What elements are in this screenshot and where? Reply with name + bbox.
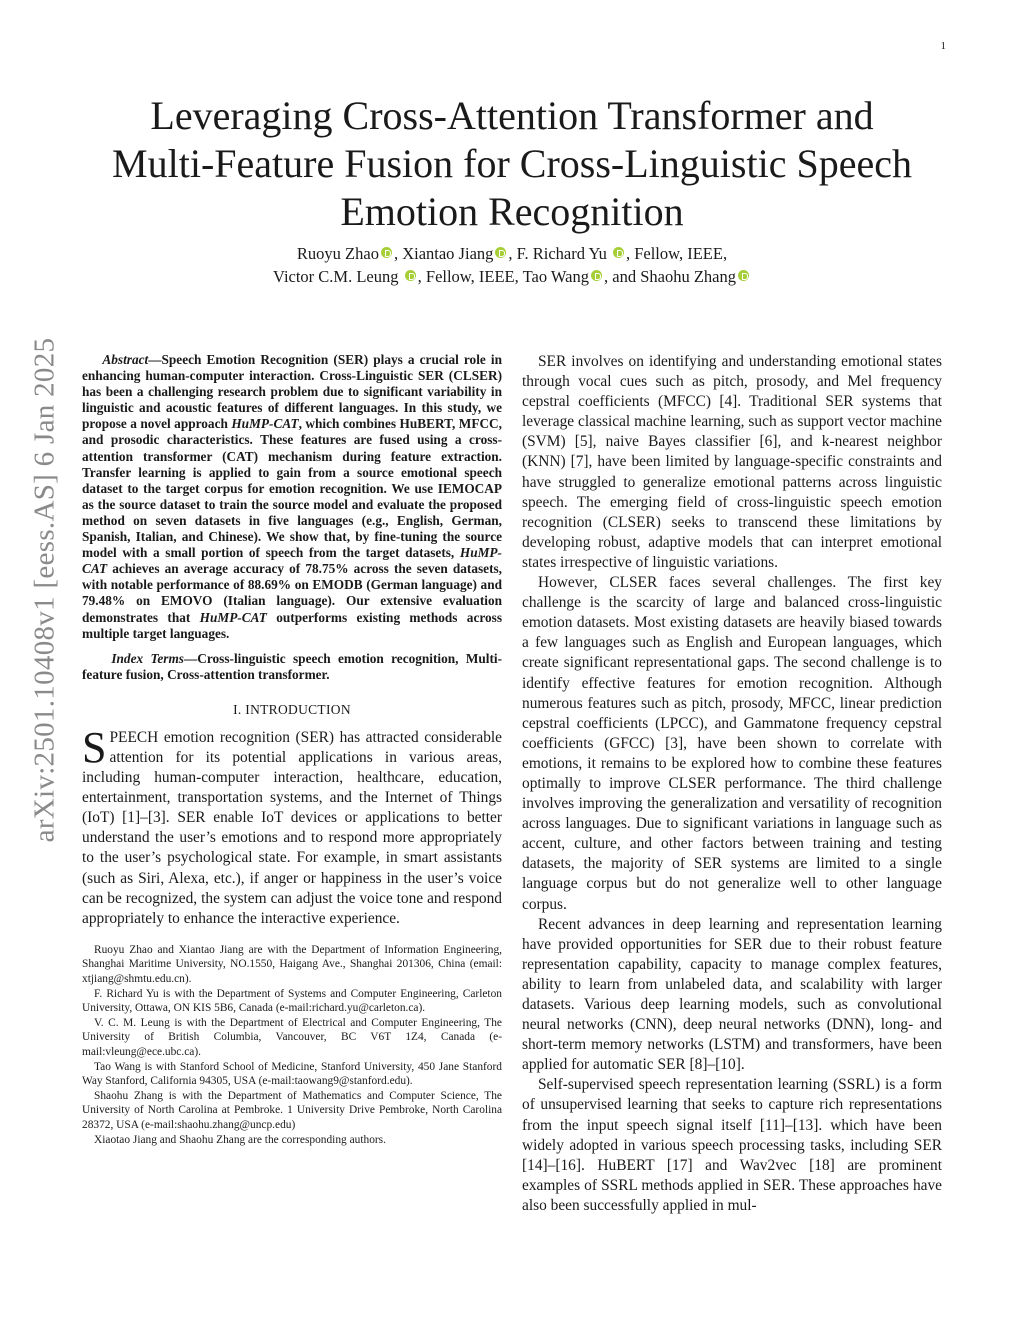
section-heading-introduction: I. INTRODUCTION	[233, 701, 351, 717]
drop-cap: S	[82, 722, 107, 772]
author-list	[80, 242, 944, 288]
footnote: Ruoyu Zhao and Xiantao Jiang are with the Department of Information Engineering, Shanghai Maritime University, NO.1550, Haigang Ave., Shanghai 201306, China (email: xtjiang@shmtu.edu.cn).	[82, 943, 502, 985]
abstract-lead: Abstract	[102, 352, 149, 367]
author-name: Victor C.M. Leung	[273, 267, 399, 286]
index-terms-lead: Index Terms	[111, 650, 184, 666]
title-line-2: Multi-Feature Fusion for Cross-Linguistic Speech	[112, 141, 912, 186]
arxiv-stamp-text: arXiv:2501.10408v1 [eess.AS] 6 Jan 2025	[28, 337, 61, 843]
orcid-icon[interactable]	[738, 270, 749, 281]
author-line-1	[80, 242, 944, 265]
footnote: Tao Wang is with Stanford School of Medicine, Stanford University, 450 Jane Stanford Way Stanford, California 94305, USA (e-mail:taowang9@stanford.edu).	[82, 1060, 502, 1088]
author-name: , and Shaohu Zhang	[604, 267, 736, 286]
orcid-icon[interactable]	[495, 247, 506, 258]
body-paragraph: Recent advances in deep learning and representation learning have provided opportunities for SER due to their robust feature representation capability, capacity to manage complex features, ability to learn from unlabeled data, and scalability with larger datasets. Various deep learning models, such as convolutional neural networks (CNN), deep neural networks (DNN), long- and short-term memory networks (LSTM) and transformers, have been applied for automatic SER [8]–[10].	[522, 915, 942, 1074]
abstract: Abstract—Speech Emotion Recognition (SER) plays a crucial role in enhancing human-computer interaction. Cross-Linguistic SER (CLSER) has been a challenging research problem due to significant variability in linguistic and acoustic features of different languages. In this study, we propose a novel approach HuMP-CAT, which combines HuBERT, MFCC, and prosodic characteristics. These features are fused using a cross-attention transformer (CAT) mechanism during feature extraction. Transfer learning is applied to gain from a source emotional speech dataset to the target corpus for emotion recognition. We use IEMOCAP as the source dataset to train the source model and evaluate the proposed method on seven datasets in five languages (e.g., English, German, Spanish, Italian, and Chinese). We show that, by fine-tuning the source model with a small portion of speech from the target datasets, HuMP-CAT achieves an average accuracy of 78.75% across the seven datasets, with notable performance of 88.69% on EMODB (German language) and 79.48% on EMOVO (Italian language). Our extensive evaluation demonstrates that HuMP-CAT outperforms existing methods across multiple target languages.	[82, 352, 503, 641]
author-affil: , Fellow, IEEE,	[625, 244, 728, 263]
footnotes	[82, 943, 502, 1147]
method-name: HuMP-CAT	[199, 609, 267, 625]
left-column	[82, 352, 502, 1147]
paper-title	[80, 92, 944, 236]
author-name: Ruoyu Zhao	[296, 244, 379, 263]
page-number: 1	[940, 40, 946, 52]
footnote: V. C. M. Leung is with the Department of Electrical and Computer Engineering, The University of British Columbia, Vancouver, BC V6T 1Z4, Canada (e-mail:vleung@ece.ubc.ca).	[82, 1016, 502, 1058]
footnote: F. Richard Yu is with the Department of Systems and Computer Engineering, Carleton University, Ottawa, ON KIS 5B6, Canada (e-mail:richard.yu@carleton.ca).	[82, 987, 502, 1015]
title-line-1: Leveraging Cross-Attention Transformer and	[150, 93, 874, 138]
footnote: Xiaotao Jiang and Shaohu Zhang are the corresponding authors.	[94, 1133, 386, 1146]
author-name: , F. Richard Yu	[508, 244, 607, 263]
right-column	[522, 352, 942, 1216]
orcid-icon[interactable]	[591, 270, 602, 281]
body-paragraph: Self-supervised speech representation learning (SSRL) is a form of unsupervised learning that seeks to capture rich representations from the input speech signal itself [11]–[13]. which have been widely adopted in various speech processing tasks, including SER [14]–[16]. HuBERT [17] and Wav2vec [18] are prominent examples of SSRL methods applied in SER. These approaches have also been successfully applied in mul-	[522, 1076, 942, 1214]
index-terms: Index Terms—Cross-linguistic speech emotion recognition, Multi-feature fusion, Cross-attention transformer.	[82, 650, 503, 682]
method-name: HuMP-CAT	[231, 416, 299, 432]
orcid-icon[interactable]	[405, 270, 416, 281]
author-name: , Xiantao Jiang	[393, 244, 494, 263]
orcid-icon[interactable]	[381, 247, 392, 258]
body-paragraph: SER involves on identifying and understanding emotional states through vocal cues such as pitch, prosody, and Mel frequency cepstral coefficients (MFCC) [4]. Traditional SER systems that leverage classical machine learning, such as support vector machine (SVM) [5], naive Bayes classifier [6], and k-nearest neighbor (KNN) [7], have been limited by language-specific constraints and have struggled to generalize emotional patterns across linguistic speech. The emerging field of cross-linguistic speech emotion recognition (CLSER) seeks to transcend these limitations by developing robust, adaptive models that can interpret emotional states irrespective of linguistic variations.	[522, 353, 942, 571]
title-line-3: Emotion Recognition	[340, 189, 684, 234]
method-name: HuMP-CAT	[82, 545, 502, 577]
author-line-2	[80, 265, 944, 288]
intro-paragraph: SPEECH emotion recognition (SER) has attracted considerable attention for its potential applications in various areas, including human-computer interaction, healthcare, education, entertainment, transportation systems, and the Internet of Things (IoT) [1]–[3]. SER enable IoT devices or applications to better understand the user’s emotions and to respond more appropriately to the user’s psychological state. For example, in smart assistants (such as Siri, Alexa, etc.), if anger or happiness in the user’s voice can be recognized, the system can adjust the voice tone and respond appropriately to enhance the interactive experience.	[82, 722, 502, 927]
orcid-icon[interactable]	[613, 247, 624, 258]
footnote: Shaohu Zhang is with the Department of Mathematics and Computer Science, The University of North Carolina at Pembroke. 1 University Drive Pembroke, North Carolina 28372, USA (e-mail:shaohu.zhang@uncp.edu)	[82, 1089, 502, 1131]
body-paragraph: However, CLSER faces several challenges. The first key challenge is the scarcity of large and balanced cross-linguistic emotion datasets. Most existing datasets are heavily biased towards a few languages such as English and European languages, which create significant representational gaps. The second challenge is to identify effective features for emotion recognition. Although numerous features such as pitch, prosody, MFCC, linear prediction cepstral coefficients (LPCC), and Gammatone frequency cepstral coefficients (GFCC) [3], have been shown to correlate with emotions, it remains to be explored how to combine these features optimally to improve CLSER performance. The third challenge involves improving the generalization and versatility of recognition across languages. Due to significant variations in language such as accent, culture, and other factors between training and testing datasets, the majority of SER systems are limited to a single language corpus but do not generalize well to other language corpus.	[522, 574, 942, 913]
author-name: , Fellow, IEEE, Tao Wang	[417, 267, 589, 286]
